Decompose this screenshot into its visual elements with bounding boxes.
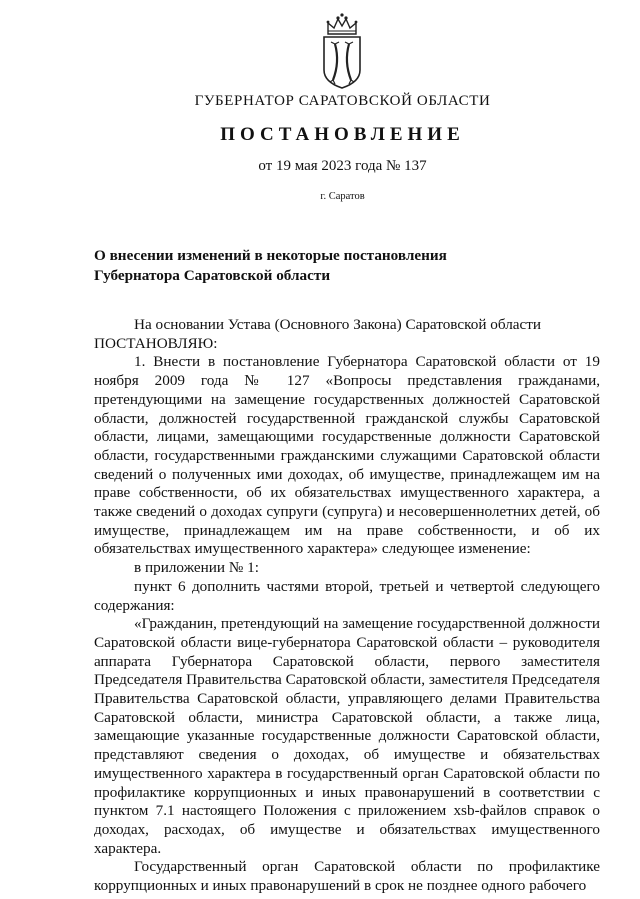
document-city: г. Саратов (320, 191, 365, 202)
paragraph-item-1: 1. Внести в постановление Губернатора Саратовской области от 19 ноября 2009 года № 127 «Вопросы представления гражданами, претендующими на замещение государственных должностей Саратовской области, должностей государственной гражданской службы Саратовской области, лицами, замещающими государственные должности Саратовской области, государственными гражданскими служащими Саратовской области сведений о полученных ими доходах, об имуществе, принадлежащем им на праве собственности, об их обязательствах имущественного характера, а также сведений о доходах супруги (супруга) и несовершеннолетних детей, об имуществе, принадлежащем им на праве собственности, и об их обязательствах имущественного характера» следующее изменение: (94, 353, 600, 558)
subject-line-1: О внесении изменений в некоторые постановления (94, 247, 447, 264)
paragraph-decree: ПОСТАНОВЛЯЮ: (94, 334, 218, 352)
document-subject (94, 246, 514, 286)
issuing-authority: ГУБЕРНАТОР САРАТОВСКОЙ ОБЛАСТИ (194, 93, 491, 109)
paragraph-quote: «Гражданин, претендующий на замещение государственной должности Саратовской области вице-губернатора Саратовской области – руководителя аппарата Губернатора Саратовской области, первого заместителя Председателя Правительства Саратовской области, заместителя Председателя Правительства Саратовской области, управляющего делами Правительства Саратовской области, министра Саратовской области, а также лица, замещающие указанные государственные должности Саратовской области, представляют сведения о доходах, об имуществе и обязательствах имущественного характера в государственный орган Саратовской области по профилактике коррупционных и иных правонарушений в соответствии с пунктом 7.1 настоящего Положения с приложением xsb-файлов справок о доходах, расходах, об имуществе и обязательствах имущественного характера. (94, 615, 600, 857)
paragraph-basis: На основании Устава (Основного Закона) Саратовской области (134, 316, 542, 333)
document-body (94, 316, 600, 896)
document-type: ПОСТАНОВЛЕНИЕ (220, 124, 465, 145)
paragraph-continuation: Государственный орган Саратовской области по профилактике коррупционных и иных правонарушений в срок не позднее одного рабочего (94, 858, 600, 895)
saratov-coat-of-arms-icon (319, 12, 365, 90)
paragraph-appendix: в приложении № 1: (134, 559, 259, 577)
subject-line-2: Губернатора Саратовской области (94, 267, 331, 284)
paragraph-point-6: пункт 6 дополнить частями второй, третьей и четвертой следующего содержания: (94, 577, 600, 614)
document-date-number: от 19 мая 2023 года № 137 (258, 158, 427, 174)
